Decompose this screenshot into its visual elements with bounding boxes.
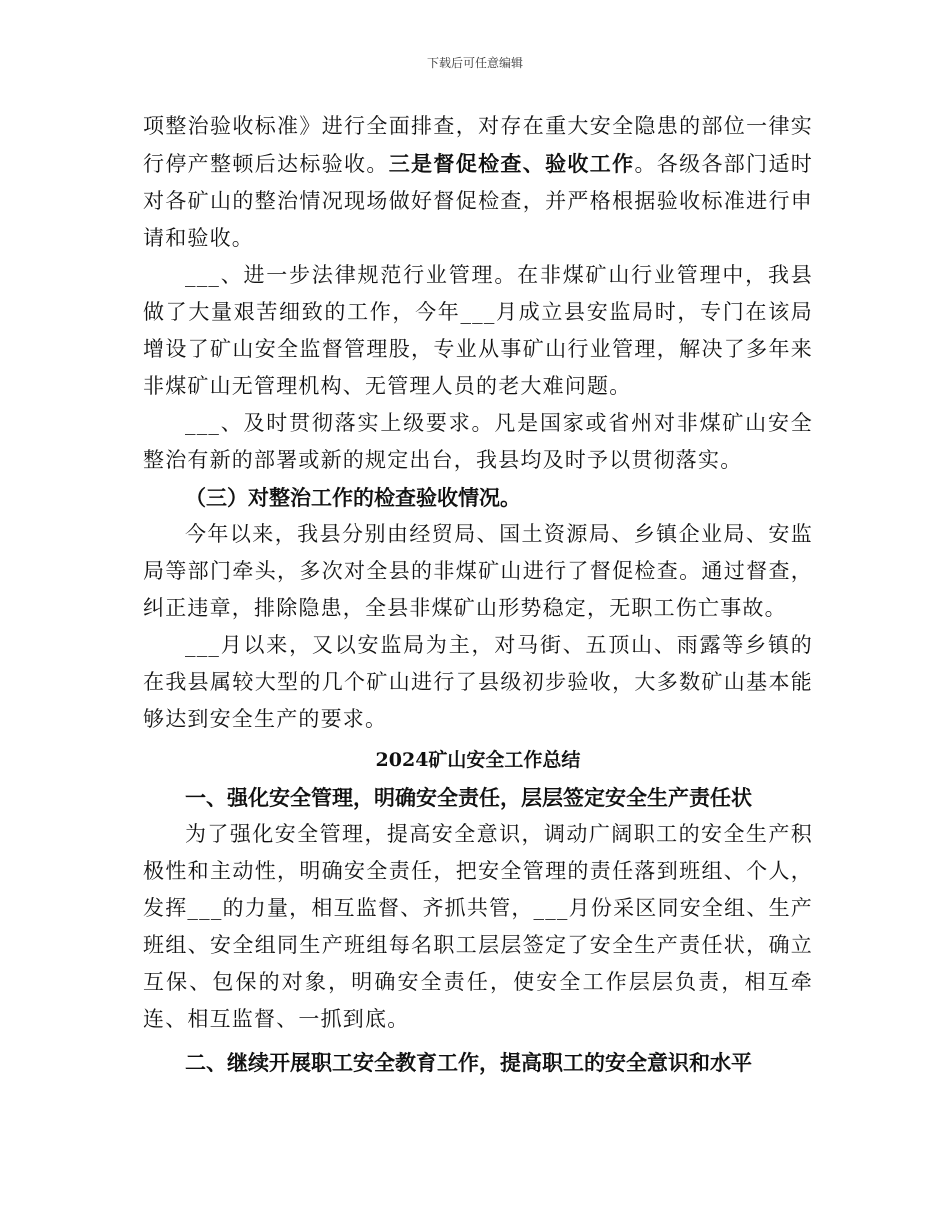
page-header-note: 下载后可任意编辑: [426, 56, 523, 70]
paragraph-1-bold-phrase: 三是督促检查、验收工作: [388, 151, 635, 176]
paragraph-1-text-b: 。各级各部门适时对各矿山的整治情况现场做好督促检查，并严格根据验收标准进行申请和验收。: [143, 152, 813, 250]
section-heading-1: 一、强化安全管理，明确安全责任，层层签定安全生产责任状: [185, 785, 752, 810]
document-body: [143, 108, 813, 1081]
document-title: 2024矿山安全工作总结: [375, 749, 581, 771]
paragraph-4: 今年以来，我县分别由经贸局、国土资源局、乡镇企业局、安监局等部门牵头，多次对全县的非煤矿山进行了督促检查。通过督查，纠正违章，排除隐患，全县非煤矿山形势稳定，无职工伤亡事故。: [143, 522, 813, 620]
paragraph-1: [143, 108, 813, 257]
paragraph-1-text-a: 项整治验收标准》进行全面排查，对存在重大安全隐患的部位一律实行停产整顿后达标验收。: [143, 114, 813, 176]
subsection-heading-3: （三）对整治工作的检查验收情况。: [185, 485, 521, 510]
paragraph-2: ___、进一步法律规范行业管理。在非煤矿山行业管理中，我县做了大量艰苦细致的工作，今年___月成立县安监局时，专门在该局增设了矿山安全监督管理股，专业从事矿山行业管理，解决了多年来非煤矿山无管理机构、无管理人员的老大难问题。: [143, 263, 813, 398]
paragraph-6: 为了强化安全管理，提高安全意识，调动广阔职工的安全生产积极性和主动性，明确安全责任，把安全管理的责任落到班组、个人，发挥___的力量，相互监督、齐抓共管，___月份采区同安全组、生产班组、安全组同生产班组每名职工层层签定了安全生产责任状，确立互保、包保的对象，明确安全责任，使安全工作层层负责，相互牵连、相互监督、一抓到底。: [143, 822, 813, 1031]
section-heading-2: 二、继续开展职工安全教育工作，提高职工的安全意识和水平: [185, 1050, 752, 1075]
paragraph-5: ___月以来，又以安监局为主，对马街、五顶山、雨露等乡镇的在我县属较大型的几个矿山进行了县级初步验收，大多数矿山基本能够达到安全生产的要求。: [143, 633, 813, 731]
paragraph-3: ___、及时贯彻落实上级要求。凡是国家或省州对非煤矿山安全整治有新的部署或新的规定出台，我县均及时予以贯彻落实。: [143, 411, 813, 472]
